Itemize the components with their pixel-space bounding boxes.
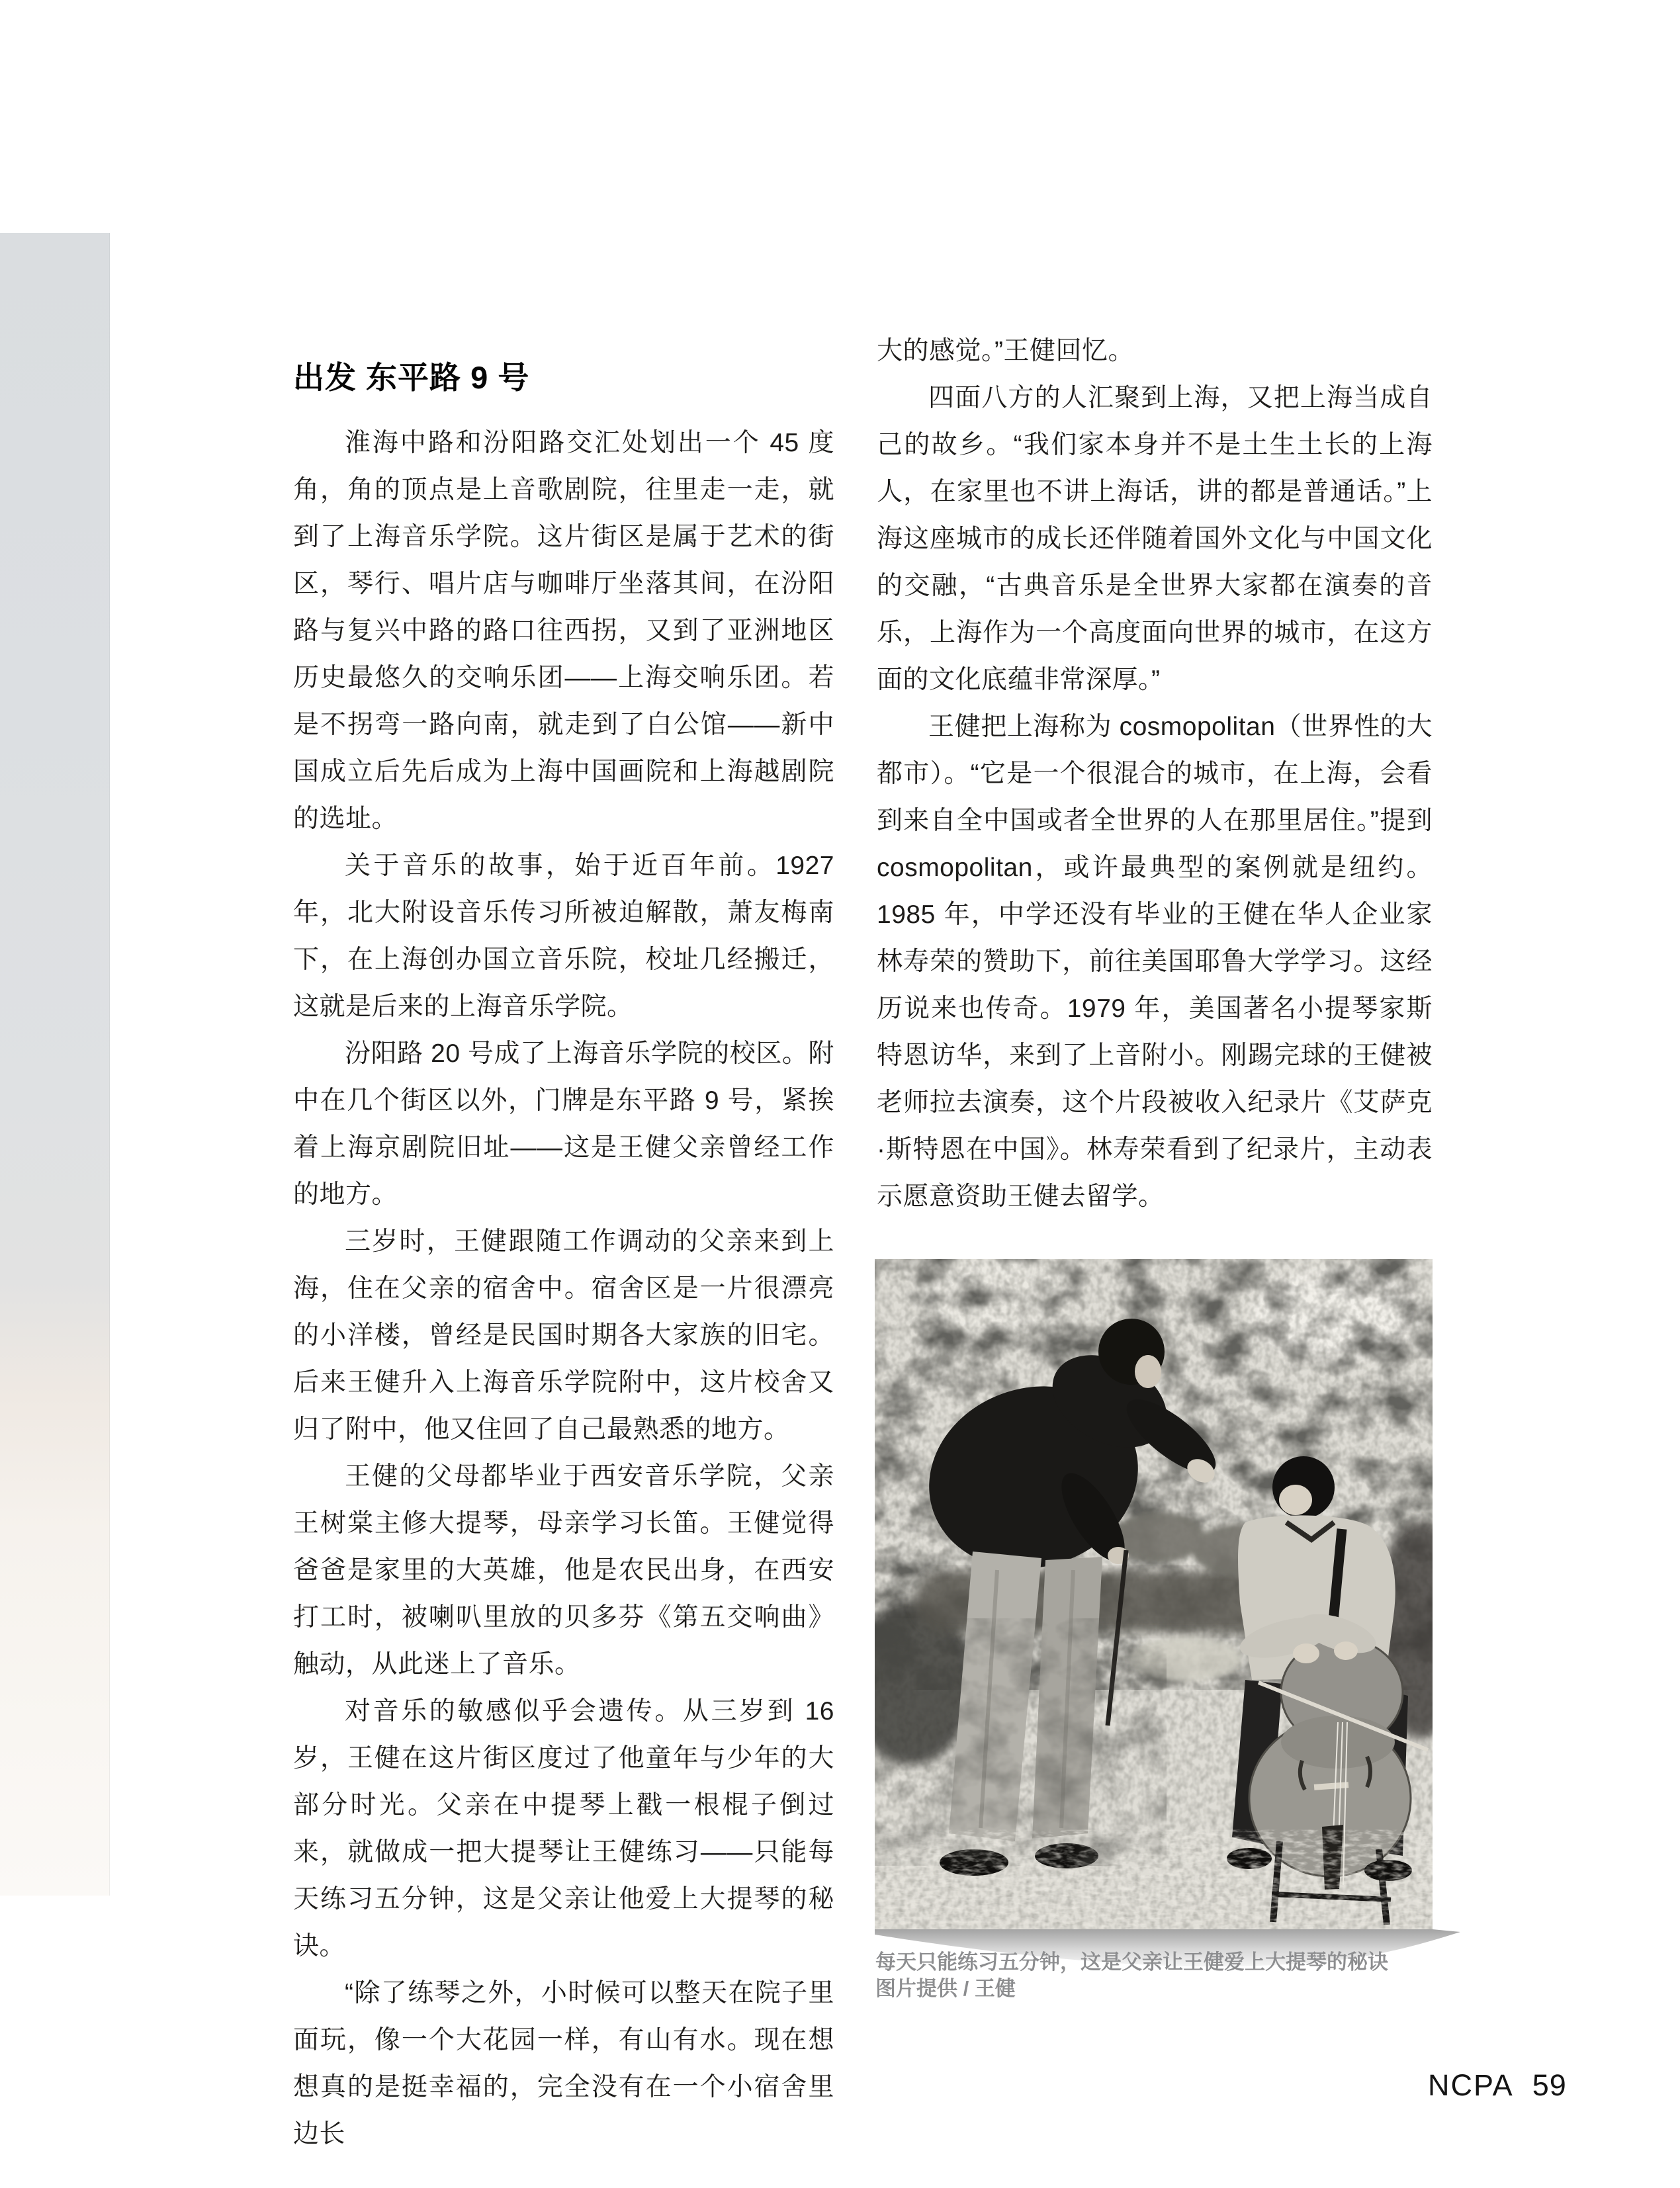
paragraph: 三岁时，王健跟随工作调动的父亲来到上海，住在父亲的宿舍中。宿舍区是一片很漂亮的小洋楼，曾经是民国时期各大家族的旧宅。后来王健升入上海音乐学院附中，这片校舍又归了附中，他又住回了自己最熟悉的地方。	[293, 1227, 834, 1444]
page-footer	[1428, 2068, 1567, 2103]
page-number: 59	[1532, 2068, 1567, 2102]
paragraph: 汾阳路 20 号成了上海音乐学院的校区。附中在几个街区以外，门牌是东平路 9 号，紧挨着上海京剧院旧址——这是王健父亲曾经工作的地方。	[293, 1039, 834, 1209]
photo-caption	[875, 1949, 1451, 2002]
photo-caption-line2: 图片提供 / 王健	[875, 1977, 1016, 2000]
paragraph: 四面八方的人汇聚到上海，又把上海当成自己的故乡。“我们家本身并不是土生土长的上海人，在家里也不讲上海话，讲的都是普通话。”上海这座城市的成长还伴随着国外文化与中国文化的交融，“古典音乐是全世界大家都在演奏的音乐，上海作为一个高度面向世界的城市，在这方面的文化底蕴非常深厚。”	[877, 384, 1433, 694]
left-page-edge	[0, 233, 110, 1896]
left-text-column	[293, 419, 834, 2158]
paragraph: “除了练琴之外，小时候可以整天在院子里面玩，像一个大花园一样，有山有水。现在想想真的是挺幸福的，完全没有在一个小宿舍里边长	[293, 1979, 834, 2148]
paragraph: 大的感觉。”王健回忆。	[877, 337, 1134, 365]
photo-illustration	[875, 1259, 1433, 1931]
paragraph: 关于音乐的故事，始于近百年前。1927 年，北大附设音乐传习所被迫解散，萧友梅南下，在上海创办国立音乐院，校址几经搬迁，这就是后来的上海音乐学院。	[293, 852, 834, 1021]
section-title: 出发 东平路 9 号	[293, 360, 530, 396]
right-text-column	[877, 328, 1433, 1220]
photo-caption-line1: 每天只能练习五分钟，这是父亲让王健爱上大提琴的秘诀	[875, 1950, 1388, 1974]
paragraph: 王健的父母都毕业于西安音乐学院，父亲王树棠主修大提琴，母亲学习长笛。王健觉得爸爸是家里的大英雄，他是农民出身，在西安打工时，被喇叭里放的贝多芬《第五交响曲》触动，从此迷上了音乐。	[293, 1462, 834, 1679]
journal-code: NCPA	[1428, 2068, 1514, 2102]
paragraph: 王健把上海称为 cosmopolitan（世界性的大都市）。“它是一个很混合的城市，在上海，会看到来自全中国或者全世界的人在那里居住。”提到 cosmopolitan，或许最典型的案例就是纽约。1985 年，中学还没有毕业的王健在华人企业家林寿荣的赞助下，前往美国耶鲁大学学习。这经历说来也传奇。1979 年，美国著名小提琴家斯特恩访华，来到了上音附小。刚踢完球的王健被老师拉去演奏，这个片段被收入纪录片《艾萨克·斯特恩在中国》。林寿荣看到了纪录片，主动表示愿意资助王健去留学。	[877, 713, 1433, 1211]
photo-stern-and-wangjian	[875, 1259, 1433, 1931]
paragraph: 对音乐的敏感似乎会遗传。从三岁到 16 岁，王健在这片街区度过了他童年与少年的大部分时光。父亲在中提琴上戳一根棍子倒过来，就做成一把大提琴让王健练习——只能每天练习五分钟，这是父亲让他爱上大提琴的秘诀。	[293, 1697, 834, 1960]
paragraph: 淮海中路和汾阳路交汇处划出一个 45 度角，角的顶点是上音歌剧院，往里走一走，就到了上海音乐学院。这片街区是属于艺术的街区，琴行、唱片店与咖啡厅坐落其间，在汾阳路与复兴中路的路口往西拐，又到了亚洲地区历史最悠久的交响乐团——上海交响乐团。若是不拐弯一路向南，就走到了白公馆——新中国成立后先后成为上海中国画院和上海越剧院的选址。	[293, 429, 834, 833]
